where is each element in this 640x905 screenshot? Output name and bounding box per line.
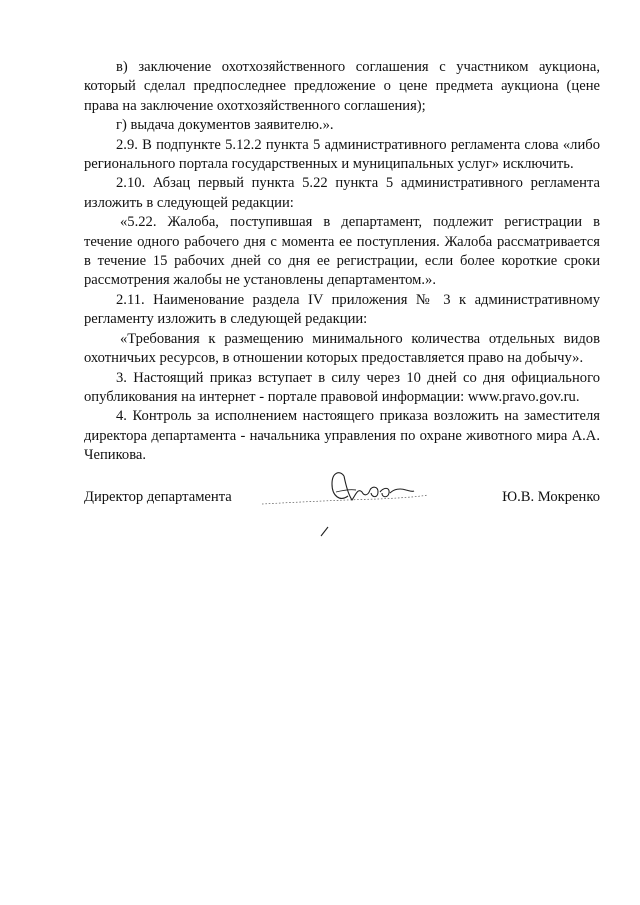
paragraph-4: 4. Контроль за исполнением настоящего приказа возложить на заместителя директора департамента - начальника управления по охране животного мира А.А. Чепикова. xyxy=(84,408,600,464)
handwritten-signature xyxy=(322,462,418,510)
stray-pen-mark xyxy=(318,524,332,538)
signer-name: Ю.В. Мокренко xyxy=(502,489,600,505)
paragraph-quote-5-22: «5.22. Жалоба, поступившая в департамент, подлежит регистрации в течение одного рабочего дня с момента ее поступления. Жалоба рассматривается в течение 15 рабочих дней со дня ее регистрации, если более короткие сроки рассмотрения жалобы не установлены департаментом.». xyxy=(84,214,600,289)
paragraph-item-g: г) выдача документов заявителю.». xyxy=(116,117,334,134)
paragraph-quote-section-iv: «Требования к размещению минимального количества отдельных видов охотничьих ресурсов, в отношении которых предоставляется право на добычу». xyxy=(84,330,600,367)
paragraph-2-10: 2.10. Абзац первый пункта 5.22 пункта 5 административного регламента изложить в следующей редакции: xyxy=(84,175,600,211)
paragraph-item-v: в) заключение охотхозяйственного соглашения с участником аукциона, который сделал предпоследнее предложение о цене предмета аукциона (цене права на заключение охотхозяйственного соглашения); xyxy=(84,59,600,114)
signer-position: Директор департамента xyxy=(84,489,232,505)
paragraph-3: 3. Настоящий приказ вступает в силу через 10 дней со дня официального опубликования на интернет - портале правовой информации: www.pravo.gov.ru. xyxy=(84,369,600,405)
document-body xyxy=(84,58,600,466)
paragraph-2-11: 2.11. Наименование раздела IV приложения № 3 к административному регламенту изложить в следующей редакции: xyxy=(84,291,600,328)
paragraph-2-9: 2.9. В подпункте 5.12.2 пункта 5 административного регламента слова «либо регионального портала государственных и муниципальных услуг» исключить. xyxy=(84,136,600,173)
